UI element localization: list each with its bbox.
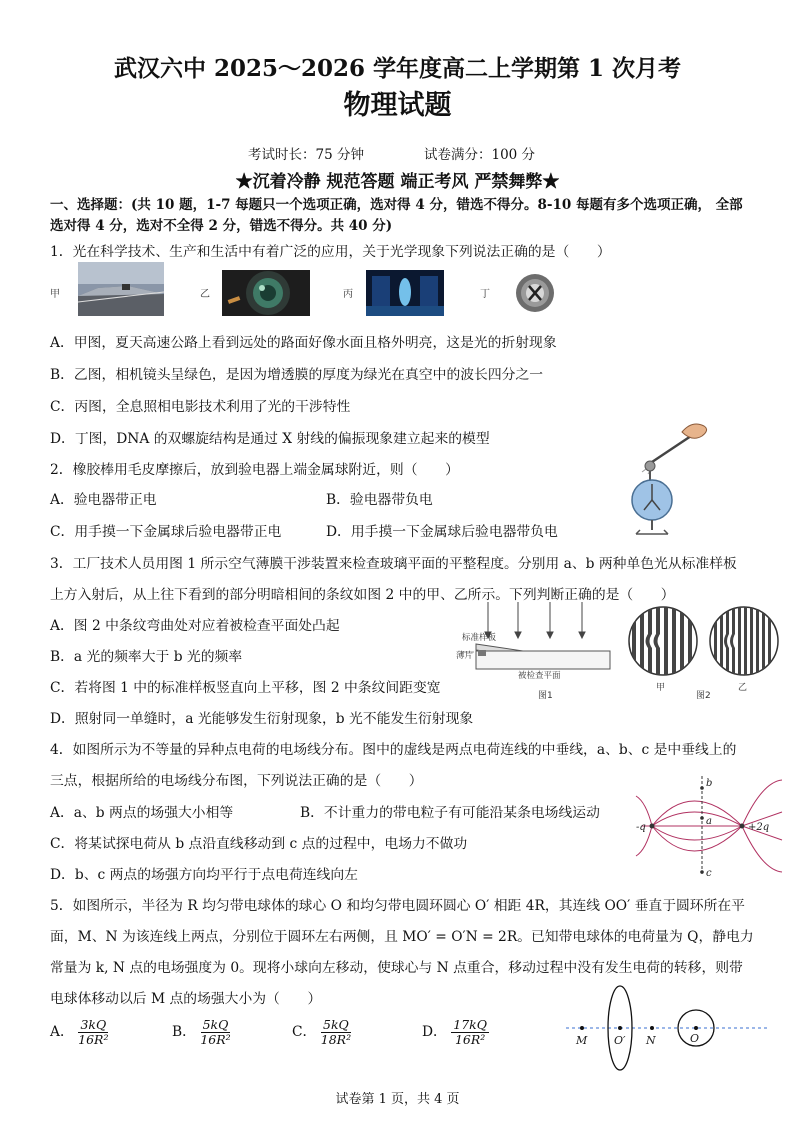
section-heading-line2: 选对得 4 分，选对不全得 2 分，错选不得分。共 40 分)	[50, 218, 393, 234]
q3-fig2-label-jia: 甲	[656, 683, 666, 693]
q5-option-a-numerator: 3kQ	[80, 1017, 107, 1032]
q1-label-yi: 乙	[200, 289, 210, 300]
q1-image-hologram	[366, 270, 444, 316]
page-footer: 试卷第 1 页，共 4 页	[335, 1092, 460, 1107]
q1-image-highway	[78, 262, 164, 316]
q5-option-a-denominator: 16R²	[78, 1032, 109, 1047]
q2-option-d: D．用手摸一下金属球后验电器带负电	[326, 524, 558, 540]
q5-option-d	[422, 1018, 489, 1047]
q5-stem-line1: 5．如图所示，半径为 R 均匀带电球体的球心 O 和均匀带电圆环圆心 O′ 相距 4R，其连线 OO′ 垂直于圆环所在平	[50, 898, 745, 914]
q5-option-c-numerator: 5kQ	[323, 1017, 349, 1032]
q4-option-d: D．b、c 两点的场强方向均平行于点电荷连线向左	[50, 867, 358, 883]
q5-option-d-label: D．	[422, 1024, 447, 1040]
exam-duration: 考试时长：75 分钟	[248, 147, 364, 163]
exam-title: 武汉六中 2025～2026 学年度高二上学期第 1 次月考	[113, 55, 682, 82]
q5-label-N: N	[646, 1034, 656, 1047]
q5-option-b-numerator: 5kQ	[202, 1017, 229, 1032]
q2-stem: 2．橡胶棒用毛皮摩擦后，放到验电器上端金属球附近，则（ ）	[50, 462, 459, 478]
exam-motto: ★沉着冷静 规范答题 端正考风 严禁舞弊★	[235, 172, 560, 192]
q3-fig1-label-standard-plate: 标准样板	[462, 633, 497, 643]
electroscope-figure	[622, 418, 712, 538]
section-heading-line1: 一、选择题：(共 10 题，1-7 每题只一个选项正确，选对得 4 分，错选不得分。8-10 每题有多个选项正确， 全部	[50, 197, 743, 213]
q5-option-d-denominator: 16R²	[454, 1032, 486, 1047]
q4-label-positive-charge: +2q	[748, 822, 770, 833]
q4-option-a: A．a、b 两点的场强大小相等	[50, 805, 234, 821]
q1-label-ding: 丁	[480, 289, 490, 300]
q1-label-jia: 甲	[50, 289, 60, 300]
q5-option-d-numerator: 17kQ	[453, 1017, 487, 1032]
q5-option-a	[50, 1018, 109, 1047]
q5-ring-sphere-figure	[562, 984, 772, 1074]
q5-option-b-denominator: 16R²	[200, 1032, 231, 1047]
q1-option-a: A．甲图，夏天高速公路上看到远处的路面好像水面且格外明亮，这是光的折射现象	[50, 335, 557, 351]
q5-option-c-label: C．	[292, 1024, 317, 1040]
q5-option-a-label: A．	[50, 1024, 74, 1040]
q1-image-dna-xray	[514, 272, 556, 314]
q3-fig1-label-tested-surface: 被检查平面	[518, 671, 561, 681]
q3-option-a: A．图 2 中条纹弯曲处对应着被检查平面处凸起	[50, 618, 340, 634]
q2-option-c: C．用手摸一下金属球后验电器带正电	[50, 524, 282, 540]
q3-fig1-label-spacer: 薄片	[456, 651, 474, 661]
q3-stem-line1: 3．工厂技术人员用图 1 所示空气薄膜干涉装置来检查玻璃平面的平整程度。分别用 a、b 两种单色光从标准样板	[50, 556, 737, 572]
q4-label-negative-charge: -q	[636, 822, 646, 833]
q3-fig2-caption: 图2	[696, 691, 711, 701]
exam-subject-title: 物理试题	[343, 90, 452, 121]
q2-option-b: B．验电器带负电	[326, 492, 433, 508]
q1-option-c: C．丙图，全息照相电影技术利用了光的干涉特性	[50, 399, 351, 415]
q1-label-bing: 丙	[343, 289, 353, 300]
q4-option-b: B．不计重力的带电粒子有可能沿某条电场线运动	[300, 805, 600, 821]
q4-stem-line2: 三点，根据所给的电场线分布图，下列说法正确的是（ ）	[50, 773, 423, 789]
q3-option-b: B．a 光的频率大于 b 光的频率	[50, 649, 243, 665]
q3-option-c: C．若将图 1 中的标准样板竖直向上平移，图 2 中条纹间距变宽	[50, 680, 441, 696]
q1-option-b: B．乙图，相机镜头呈绿色，是因为增透膜的厚度为绿光在真空中的波长四分之一	[50, 367, 544, 383]
q4-field-lines-figure	[632, 772, 788, 880]
q5-label-O-prime: O′	[614, 1034, 626, 1047]
q5-stem-line2: 面，M、N 为该连线上两点，分别位于圆环左右两侧，且 MO′ = O′N = 2R。已知带电球体的电荷量为 Q，静电力	[50, 929, 754, 945]
q3-stem-line2: 上方入射后，从上往下看到的部分明暗相间的条纹如图 2 中的甲、乙所示。下列判断正确的是（ ）	[50, 587, 675, 603]
q4-label-point-c: c	[706, 868, 712, 879]
q1-option-d: D．丁图，DNA 的双螺旋结构是通过 X 射线的偏振现象建立起来的模型	[50, 431, 490, 447]
q3-figure2-fringes	[626, 604, 788, 704]
q3-fig2-label-yi: 乙	[738, 683, 748, 693]
q3-option-d: D．照射同一单缝时，a 光能够发生衍射现象，b 光不能发生衍射现象	[50, 711, 474, 727]
q3-fig1-caption: 图1	[538, 691, 553, 701]
q4-label-point-b: b	[706, 778, 713, 789]
q5-stem-line3: 常量为 k, N 点的电场强度为 0。现将小球向左移动，使球心与 N 点重合，移动过程中没有发生电荷的转移，则带	[50, 960, 743, 976]
q5-option-d-fraction	[451, 1018, 489, 1047]
q5-option-c-fraction	[321, 1018, 351, 1047]
q5-option-b-fraction	[200, 1018, 230, 1047]
exam-full-score: 试卷满分：100 分	[424, 147, 536, 163]
q2-option-a: A．验电器带正电	[50, 492, 157, 508]
q5-option-a-fraction	[78, 1018, 108, 1047]
q5-label-O: O	[690, 1032, 700, 1045]
q4-stem-line1: 4．如图所示为不等量的异种点电荷的电场线分布。图中的虚线是两点电荷连线的中垂线，a、b、c 是中垂线上的	[50, 742, 737, 758]
q4-option-c: C．将某试探电荷从 b 点沿直线移动到 c 点的过程中，电场力不做功	[50, 836, 468, 852]
q3-figure1-thin-film	[452, 600, 624, 704]
q5-stem-line4: 电球体移动以后 M 点的场强大小为（ ）	[50, 991, 322, 1007]
q1-stem: 1．光在科学技术、生产和生活中有着广泛的应用，关于光学现象下列说法正确的是（ ）	[50, 244, 611, 260]
q1-image-camera-lens	[222, 270, 310, 316]
q4-label-point-a: a	[706, 816, 712, 827]
q5-option-c-denominator: 18R²	[320, 1032, 352, 1047]
q5-option-c	[292, 1018, 351, 1047]
q5-option-b	[172, 1018, 231, 1047]
q5-label-M: M	[576, 1034, 588, 1047]
q5-option-b-label: B．	[172, 1024, 196, 1040]
